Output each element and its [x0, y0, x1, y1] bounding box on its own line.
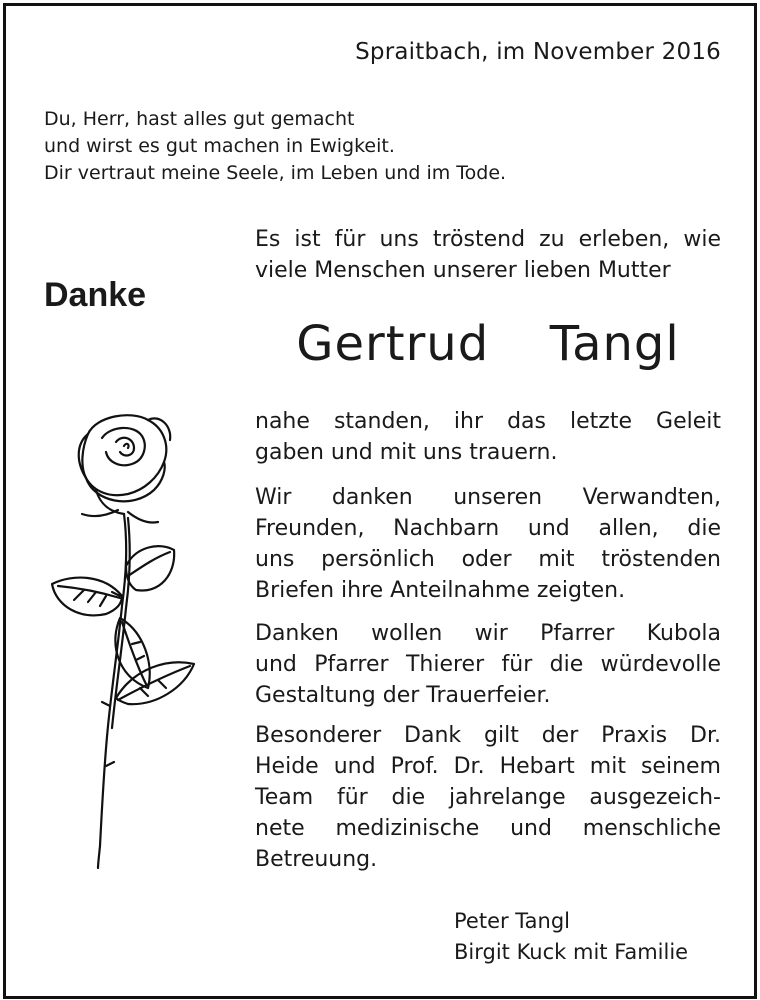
intro-text — [255, 224, 721, 286]
verse-line: Du, Herr, hast alles gut gemacht — [44, 108, 355, 130]
text-line: Es ist für uns tröstend zu erleben, wie — [255, 227, 721, 252]
text-line: Danken wollen wir Pfarrer Kubola — [255, 621, 721, 646]
text-line: Wir danken unseren Verwandten, — [255, 485, 721, 510]
text-line: Betreuung. — [255, 847, 378, 872]
text-line: Team für die jahrelange ausgezeich- — [255, 785, 721, 810]
text-line: Briefen ihre Anteilnahme zeigten. — [255, 578, 626, 603]
text-line: und Pfarrer Thierer für die würdevolle — [255, 652, 721, 677]
text-line: Gestaltung der Trauerfeier. — [255, 683, 551, 708]
text-line: uns persönlich oder mit tröstenden — [255, 547, 721, 572]
text-line: viele Menschen unserer lieben Mutter — [255, 258, 671, 283]
verse-line: und wirst es gut machen in Ewigkeit. — [44, 135, 395, 157]
text-line: nete medizinische und menschliche — [255, 816, 721, 841]
text-line: gaben und mit uns trauern. — [255, 440, 558, 465]
place-date: Spraitbach, im November 2016 — [355, 39, 721, 65]
heading-danke: Danke — [44, 276, 147, 314]
text-line: Freunden, Nachbarn und allen, die — [255, 516, 721, 541]
verse-line: Dir vertraut meine Seele, im Leben und im Tode. — [44, 162, 507, 184]
bible-verse — [44, 106, 506, 187]
paragraph-1 — [255, 406, 721, 468]
paragraph-3 — [255, 618, 721, 711]
text-line: Heide und Prof. Dr. Hebart mit seinem — [255, 754, 721, 779]
deceased-name: Gertrud Tangl — [296, 316, 680, 372]
signature-line: Birgit Kuck mit Familie — [454, 940, 689, 964]
obituary-notice — [3, 3, 757, 999]
text-line: Besonderer Dank gilt der Praxis Dr. — [255, 723, 721, 748]
rose-icon — [36, 406, 206, 876]
text-line: nahe standen, ihr das letzte Geleit — [255, 409, 721, 434]
paragraph-2 — [255, 482, 721, 606]
signature-line: Peter Tangl — [454, 909, 570, 933]
signature — [454, 906, 688, 968]
paragraph-4 — [255, 720, 721, 875]
